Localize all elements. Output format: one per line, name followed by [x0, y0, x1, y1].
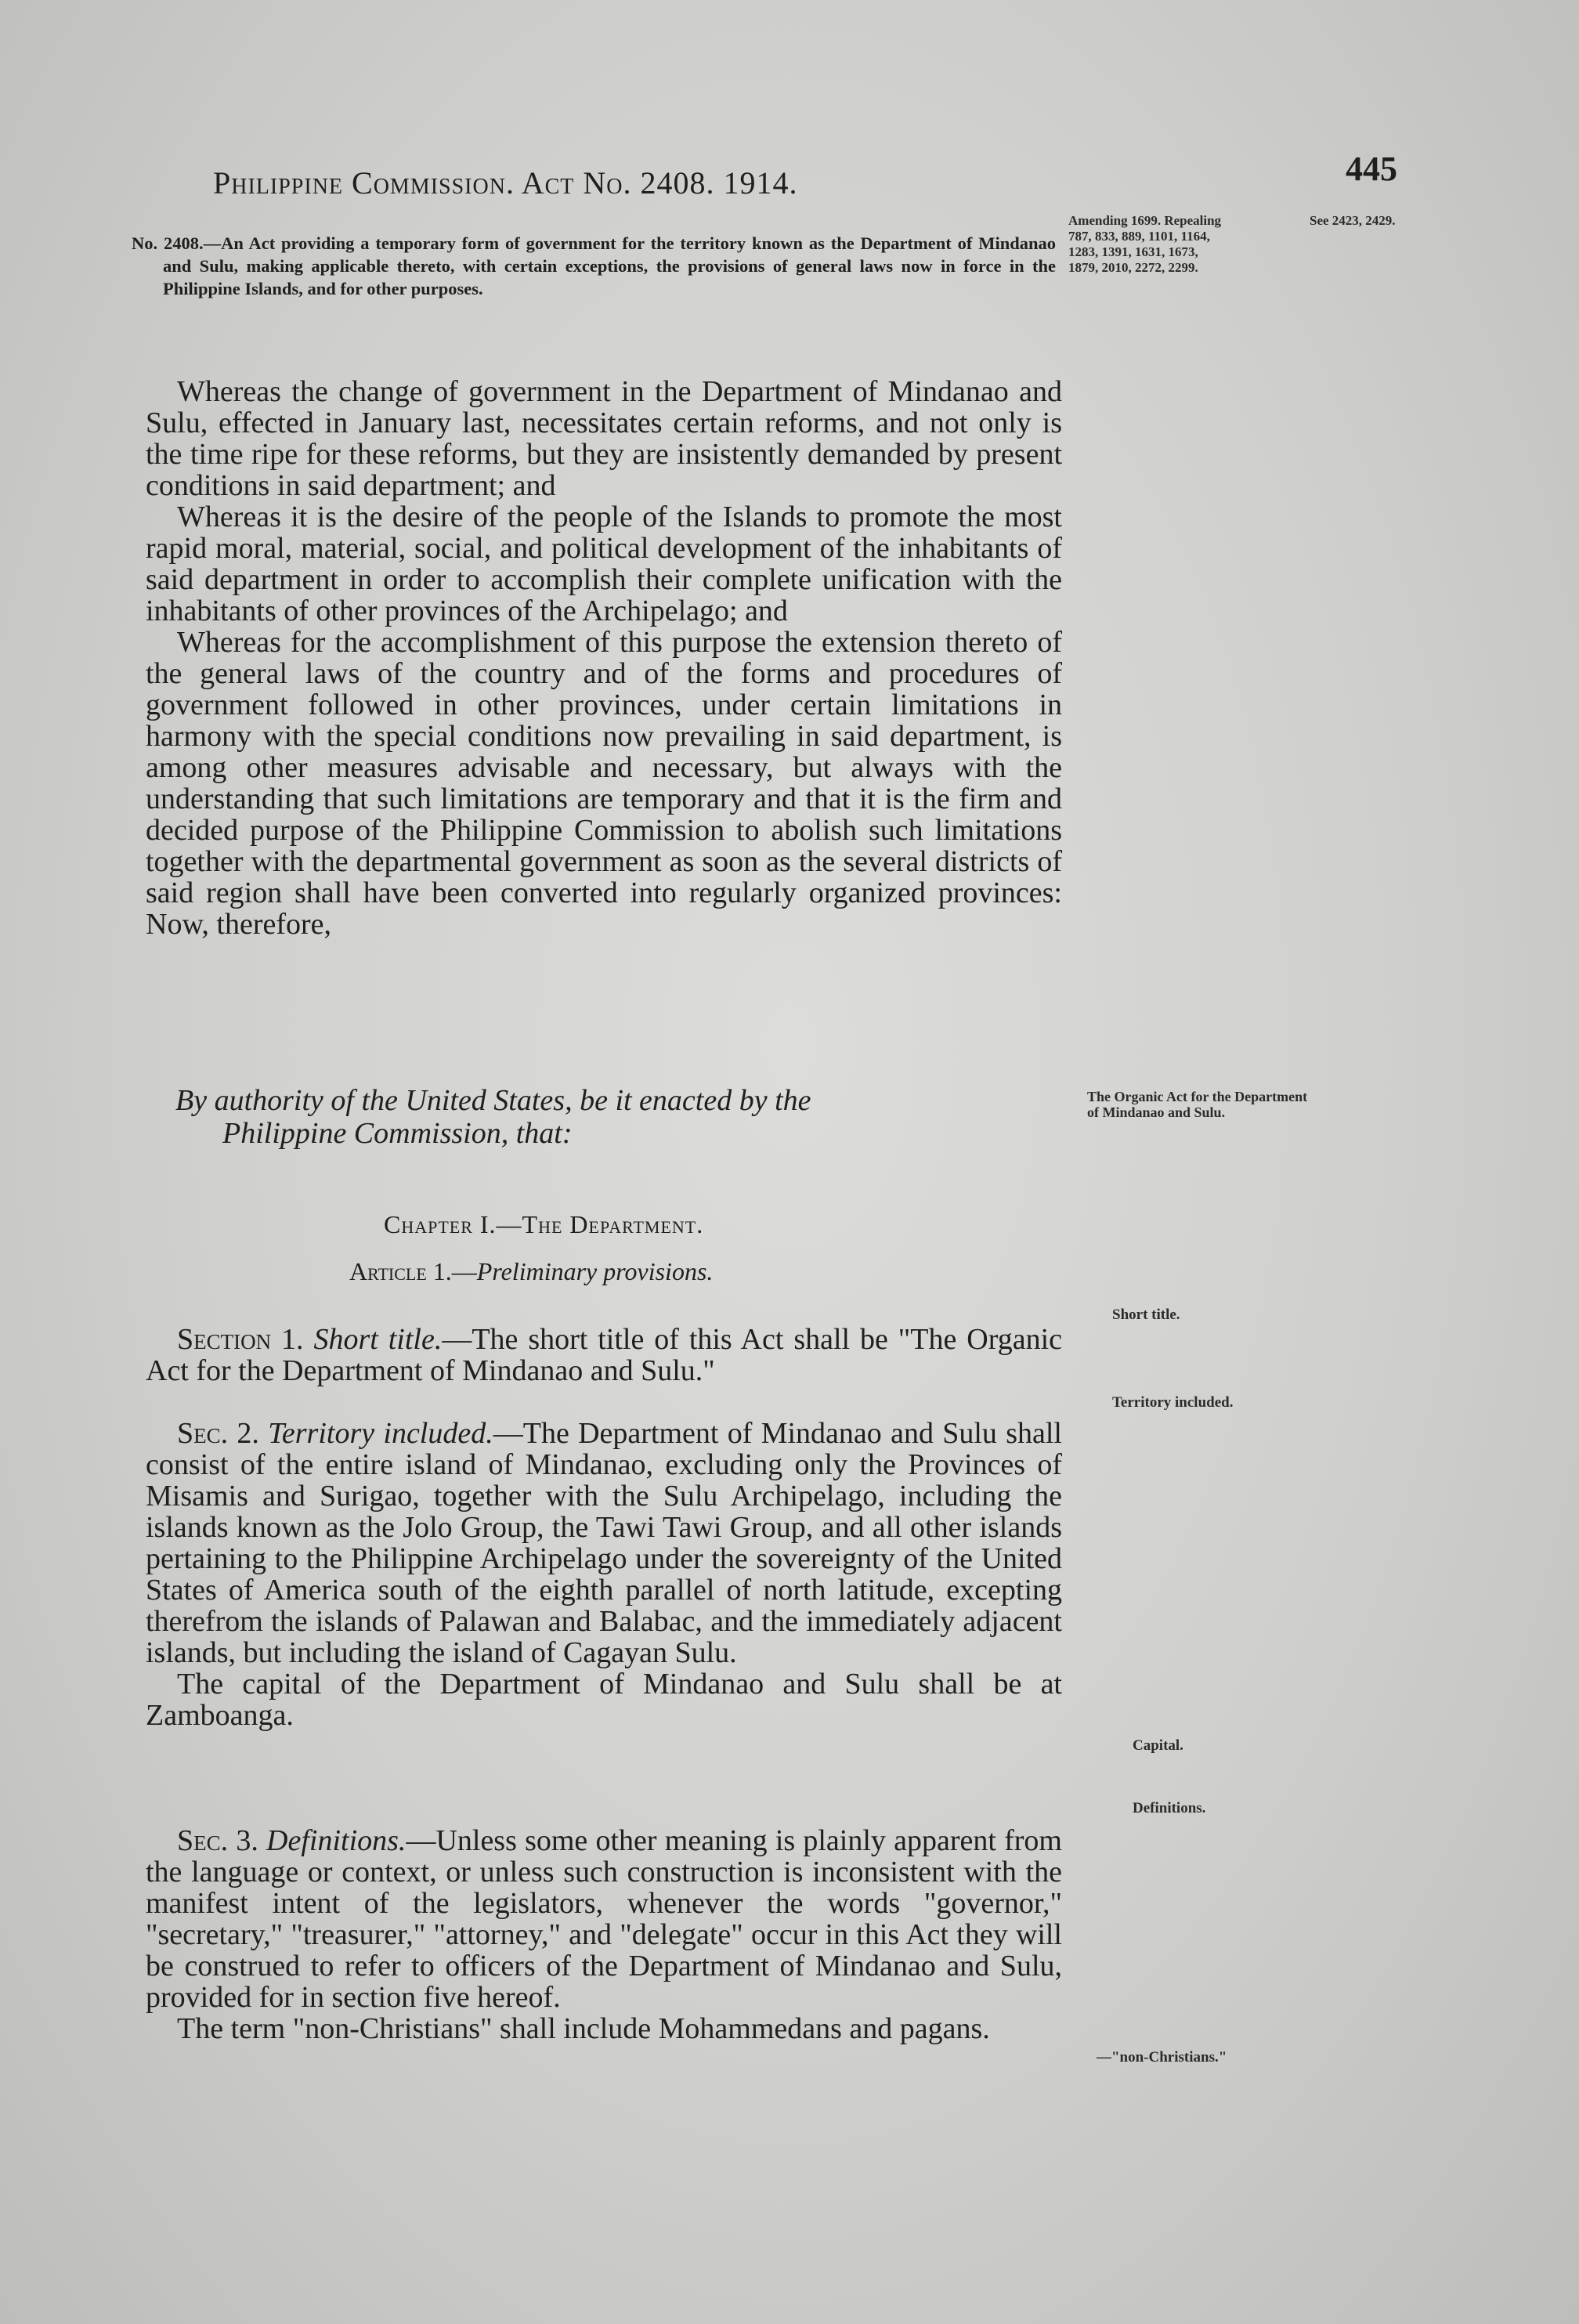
margin-note-short-title: Short title. — [1112, 1307, 1180, 1323]
preamble-paragraph: Whereas it is the desire of the people of the Islands to promote the most rapid moral, material, social, and political development of the inhabitants of said department in order to accomplish their complete unification with the inhabitants of other provinces of the Archipelago; and — [146, 501, 1062, 627]
margin-note-capital: Capital. — [1133, 1737, 1183, 1754]
section-1 — [146, 1324, 1062, 1386]
section-3-paragraph — [146, 1825, 1062, 2013]
enacting-clause-line2: Philippine Commission, that: — [222, 1117, 573, 1150]
article-label: Article 1.— — [349, 1257, 477, 1285]
section-label: Sec. 3. — [177, 1824, 258, 1857]
preamble-paragraph: Whereas for the accomplishment of this purpose the extension thereto of the general laws of the country and of the forms and procedures of government followed in other provinces, under certain limitations in harmony with the special conditions now prevailing in said department, is among other measures advisable and necessary, but always with the understanding that such limitations are temporary and that it is the firm and decided purpose of the Philippine Commission to abolish such limitations together with the departmental government as soon as the several districts of said region shall have been converted into regularly organized provinces: Now, therefore, — [146, 626, 1062, 941]
article-heading — [349, 1257, 713, 1286]
margin-note-organic-act: The Organic Act for the Department of Mindanao and Sulu. — [1087, 1089, 1308, 1120]
margin-note-territory: Territory included. — [1112, 1394, 1234, 1411]
section-2 — [146, 1418, 1062, 1731]
section-label: Section 1. — [177, 1323, 304, 1356]
margin-note-non-christians: —"non-Christians." — [1097, 2049, 1227, 2066]
section-1-paragraph — [146, 1324, 1062, 1386]
section-text: —The Department of Mindanao and Sulu shall consist of the entire island of Mindanao, excluding only the Provinces of Misamis and Surigao, together with the Sulu Archipelago, including the islands known as the Jolo Group, the Tawi Tawi Group, and all other islands pertaining to the Philippine Archipelago under the sovereignty of the United States of America south of the eighth parallel of north latitude, excepting therefrom the islands of Palawan and Balabac, and the immediately adjacent islands, but including the island of Cagayan Sulu. — [146, 1417, 1062, 1669]
chapter-heading: Chapter I.—The Department. — [384, 1210, 704, 1238]
section-title: Territory included. — [268, 1417, 493, 1450]
section-title: Short title. — [313, 1323, 443, 1356]
act-summary-text: No. 2408.—An Act providing a temporary form of government for the territory known as the Department of Mindanao and Sulu, making applicable thereto, with certain exceptions, the provisions of general laws now in force in the Philippine Islands, and for other purposes. — [132, 233, 1056, 298]
enacting-clause-line1: By authority of the United States, be it enacted by the — [175, 1084, 811, 1117]
margin-note-see: See 2423, 2429. — [1310, 213, 1396, 228]
running-head: Philippine Commission. Act No. 2408. 1914. — [213, 165, 798, 201]
enacting-clause — [175, 1084, 1084, 1150]
section-label: Sec. 2. — [177, 1417, 259, 1450]
capital-paragraph: The capital of the Department of Mindanao and Sulu shall be at Zamboanga. — [146, 1668, 1062, 1732]
act-summary — [132, 232, 1056, 300]
section-2-paragraph — [146, 1418, 1062, 1668]
non-christians-paragraph: The term "non-Christians" shall include Mohammedans and pagans. — [177, 2012, 990, 2045]
article-title: Preliminary provisions. — [476, 1257, 714, 1285]
margin-note-definitions: Definitions. — [1133, 1800, 1206, 1816]
section-text: —Unless some other meaning is plainly apparent from the language or context, or unless such construction is inconsistent with the manifest intent of the legislators, whenever the words "governor," "secretary," "treasurer," "attorney," and "delegate" occur in this Act they will be construed to refer to officers of the Department of Mindanao and Sulu, provided for in section five hereof. — [146, 1824, 1062, 2014]
preamble-paragraph: Whereas the change of government in the Department of Mindanao and Sulu, effected in January last, necessitates certain reforms, and not only is the time ripe for these reforms, but they are insistently demanded by present conditions in said department; and — [146, 375, 1062, 502]
section-text: —The short title of this Act shall be "The Organic Act for the Department of Mindanao and Sulu." — [146, 1323, 1062, 1387]
margin-note-amending: Amending 1699. Repealing 787, 833, 889, 1101, 1164, 1283, 1391, 1631, 1673, 1879, 2010, 2272, 2299. — [1068, 213, 1222, 275]
section-3 — [146, 1825, 1062, 2044]
section-title: Definitions. — [266, 1824, 406, 1857]
page-number: 445 — [1346, 150, 1397, 188]
preamble — [146, 376, 1062, 940]
